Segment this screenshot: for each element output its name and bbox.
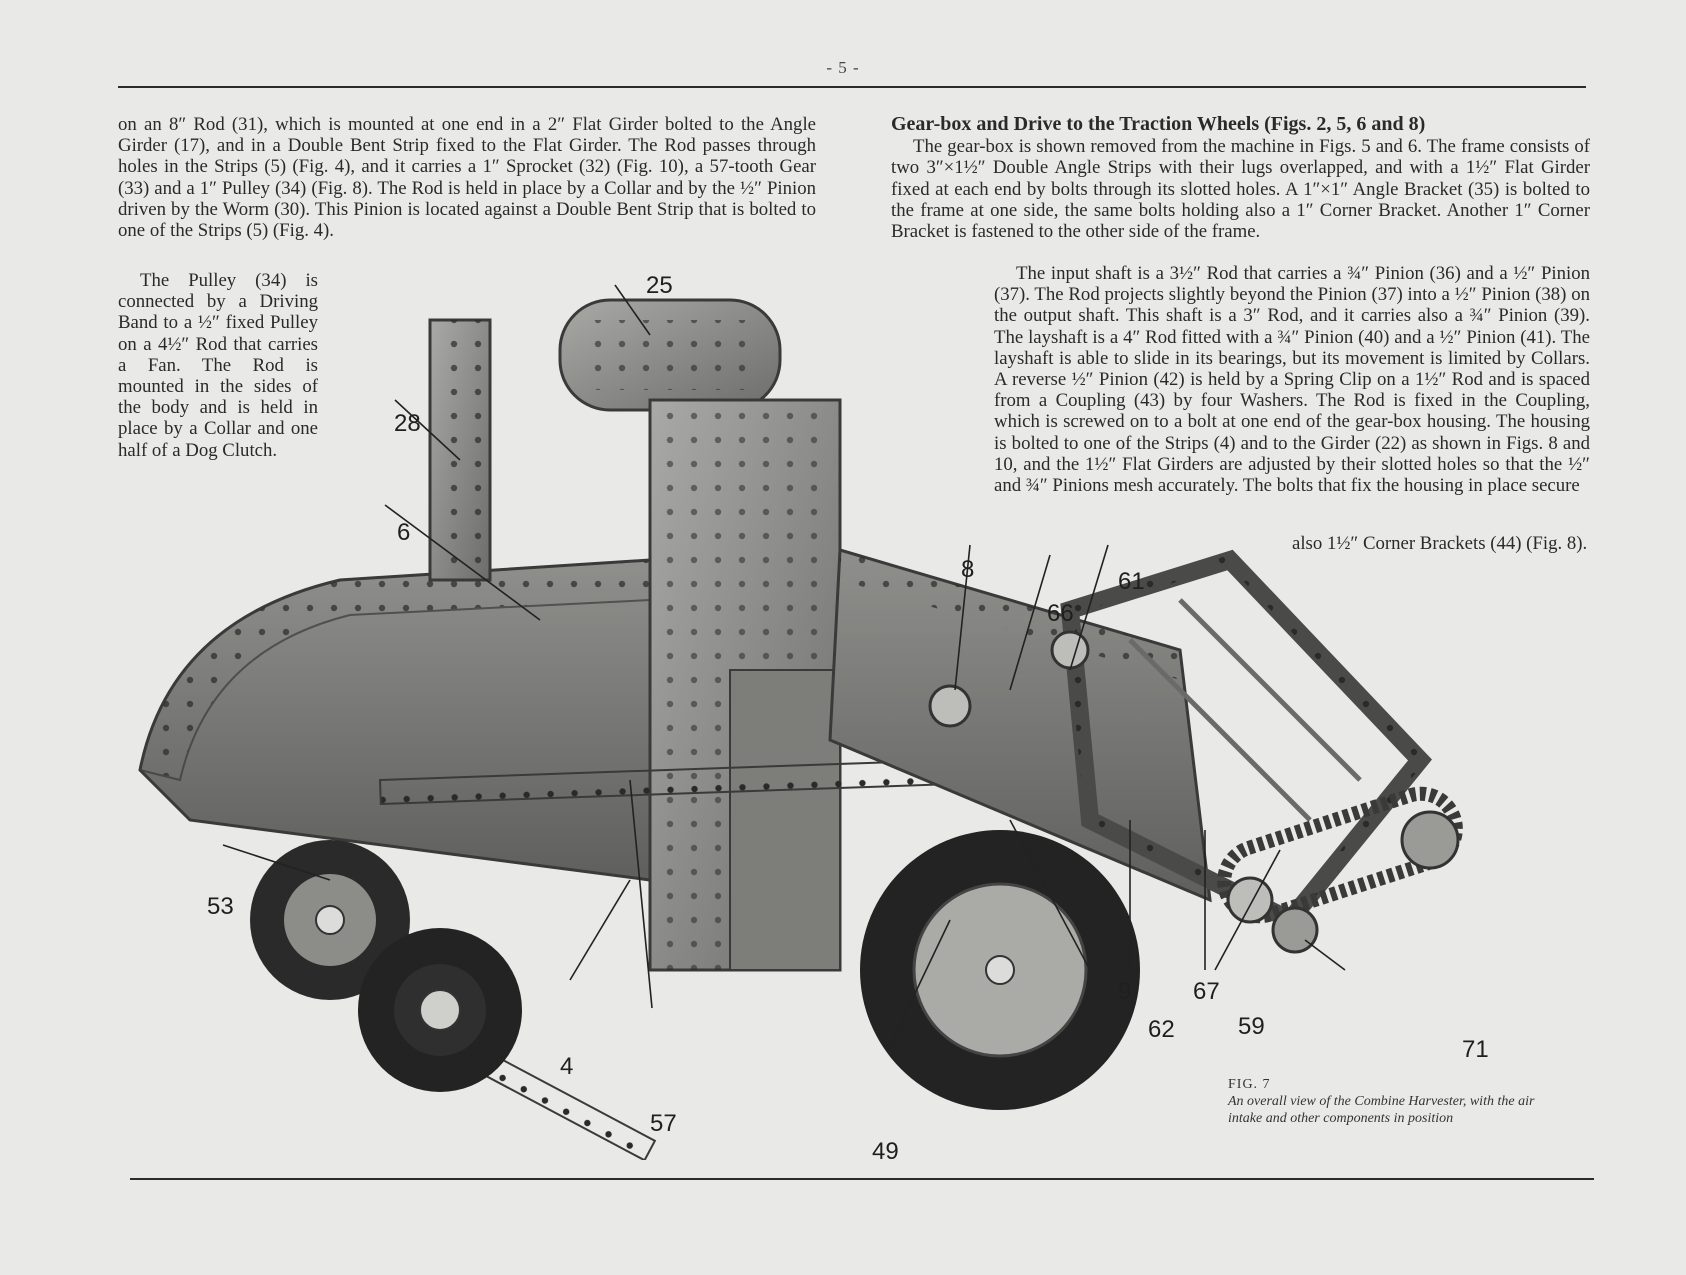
right-column: [891, 114, 1590, 242]
pulley-61: [1052, 632, 1088, 668]
gear-large: [1228, 878, 1272, 922]
callout-49: 49: [872, 1138, 899, 1165]
callout-62: 62: [1148, 1016, 1175, 1043]
motor-perforations: [590, 320, 760, 390]
front-wheel-small: [358, 928, 522, 1092]
callout-4: 4: [560, 1053, 574, 1080]
drive-wheel: [860, 830, 1140, 1110]
section-heading: Gear-box and Drive to the Traction Wheels (Figs. 2, 5, 6 and 8): [891, 113, 1426, 135]
input-shaft-paragraph: The input shaft is a 3½″ Rod that carries a ¾″ Pinion (36) and a ½″ Pinion (37). The Rod projects slightly beyond the Pinion (37) into a ½″ Pinion (38) on the output shaft. This shaft is a 3″ Rod, and it carries also a ¾″ Pinion (39). The layshaft is a 4″ Rod fitted with a ¾″ Pinion (40) and a ½″ Pinion (41). The layshaft is able to slide in its bearings, but its movement is limited by Collars. A reverse ½″ Pinion (42) is held by a Spring Clip on a 1½″ Rod and is spaced from a Coupling (43) by four Washers. The Rod is fixed in the Coupling, which is screwed on to a bolt at one end of the gear-box housing. The housing is bolted to one of the Strips (4) and to the Girder (22) as shown in Figs. 8 and 10, and the 1½″ Flat Girders are adjusted by their slotted holes so that the ½″ and ¾″ Pinions mesh accurately. The bolts that fix the housing in place secure: [994, 263, 1590, 497]
callout-67: 67: [1193, 978, 1220, 1005]
left-paragraph: on an 8″ Rod (31), which is mounted at one end in a 2″ Flat Girder bolted to the Angle Girder (17), and in a Double Bent Strip fixed to the Flat Girder. The Rod passes through holes in the Strips (5) (Fig. 4), and it carries a 1″ Sprocket (32) (Fig. 10), a 57-tooth Gear (33) and a 1″ Pulley (34) (Fig. 8). The Rod is held in place by a Collar and by the ½″ Pinion driven by the Worm (30). This Pinion is located against a Double Bent Strip that is bolted to one of the Strips (5) (Fig. 4).: [118, 114, 816, 242]
callout-9: 9: [1118, 978, 1132, 1005]
callout-57: 57: [650, 1110, 677, 1137]
fan-drive-paragraph: The Pulley (34) is connected by a Driving Band to a ½″ fixed Pulley on a 4½″ Rod that carries a Fan. The Rod is mounted in the sides of the body and is held in place by a Collar and one half of a Dog Clutch.: [118, 270, 318, 461]
tower-panel: [730, 670, 840, 970]
figure-caption: [1228, 1076, 1568, 1127]
left-tower-holes: [435, 320, 485, 580]
callout-61: 61: [1118, 568, 1145, 595]
gearbox-paragraph: The gear-box is shown removed from the machine in Figs. 5 and 6. The frame consists of two 3″×1½″ Double Angle Strips with their lugs overlapped, and with a 1½″ Flat Girder fixed at each end by bolts through its slotted holes. A 1″×1″ Angle Bracket (35) is bolted to the frame at one side, the same bolts holding also a 1″ Corner Bracket. Another 1″ Corner Bracket is fastened to the other side of the frame.: [891, 136, 1590, 243]
callout-53: 53: [207, 893, 234, 920]
reel-bar-2: [1180, 600, 1360, 780]
callout-71: 71: [1462, 1036, 1489, 1063]
callout-6: 6: [397, 519, 411, 546]
left-column: [118, 114, 816, 241]
sprocket-right: [1402, 812, 1458, 868]
callout-66: 66: [1047, 600, 1074, 627]
paragraph-tail: also 1½″ Corner Brackets (44) (Fig. 8).: [1292, 533, 1588, 554]
callout-28: 28: [394, 410, 421, 437]
callout-8: 8: [961, 556, 975, 583]
page-number: - 5 -: [826, 58, 860, 77]
bottom-rule: [130, 1178, 1594, 1180]
harvester-illustration: [130, 260, 1600, 1160]
callout-59: 59: [1238, 1013, 1265, 1040]
top-rule: [118, 86, 1586, 88]
pulley-66: [930, 686, 970, 726]
caption-label: FIG. 7: [1228, 1077, 1271, 1092]
sprocket-71: [1273, 908, 1317, 952]
caption-text: An overall view of the Combine Harvester, with the air intake and other components in position: [1228, 1094, 1535, 1126]
callout-25: 25: [646, 272, 673, 299]
